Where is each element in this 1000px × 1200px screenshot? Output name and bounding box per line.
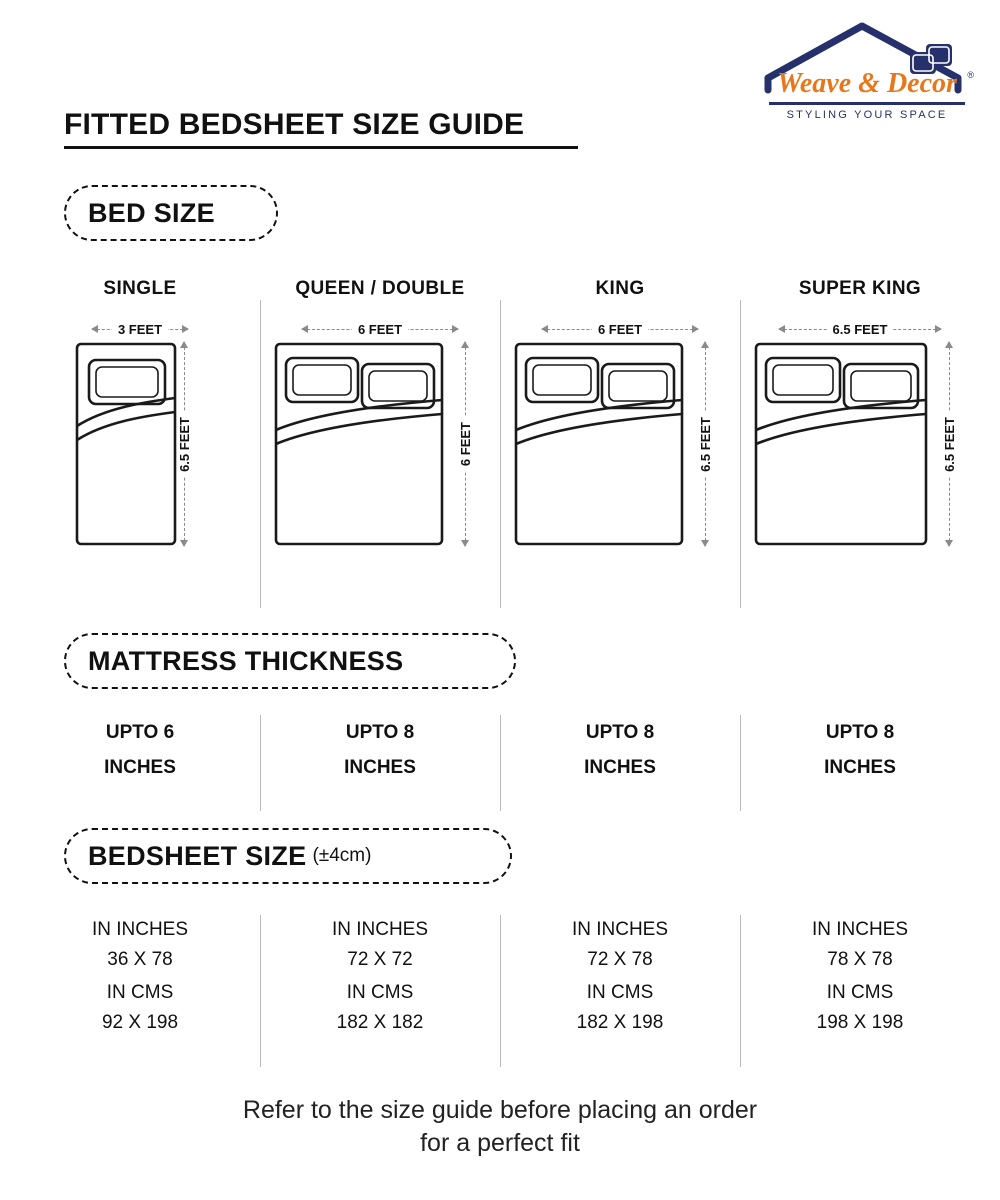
width-dimension-king [542, 316, 698, 342]
bed-illustration-wrap-king [514, 316, 726, 546]
width-dimension-super-king [779, 316, 941, 342]
thickness-line-2: INCHES [824, 757, 896, 779]
inches-value: 72 X 78 [587, 949, 653, 971]
cms-value: 198 X 198 [816, 1012, 904, 1034]
thickness-column-single [20, 715, 260, 811]
inches-value: 72 X 72 [347, 949, 413, 971]
thickness-line-2: INCHES [104, 757, 176, 779]
inches-value: 78 X 78 [827, 949, 893, 971]
length-dimension-king [694, 342, 716, 546]
thickness-line-1: UPTO 8 [585, 722, 655, 743]
footer-line-2: for a perfect fit [420, 1129, 580, 1157]
cms-value: 182 X 182 [336, 1012, 424, 1034]
length-value: 6.5 FEET [698, 412, 713, 477]
thickness-line-1: UPTO 8 [825, 722, 895, 743]
inches-label: IN INCHES [571, 919, 669, 940]
thickness-column-super-king [740, 715, 980, 811]
bed-illustration-wrap-super-king [754, 316, 966, 546]
footer-note [0, 1094, 1000, 1160]
mattress-thickness-row [20, 715, 980, 811]
length-value: 6 FEET [458, 417, 473, 471]
cms-label: IN CMS [826, 981, 894, 1003]
bed-label: KING [595, 278, 645, 299]
bed-column-queen-double [260, 278, 500, 608]
section-header-mattress-thickness [64, 633, 516, 689]
bed-column-super-king [740, 278, 980, 608]
width-dimension-queen [302, 316, 458, 342]
size-column-single [20, 915, 260, 1075]
section-title-bed-size: BED SIZE [88, 197, 215, 228]
thickness-column-king [500, 715, 740, 811]
thickness-line-2: INCHES [584, 757, 656, 779]
thickness-line-1: UPTO 8 [345, 722, 415, 743]
section-header-bedsheet-size [64, 828, 512, 884]
bed-icon-king [514, 342, 686, 546]
length-dimension-super-king [938, 342, 960, 546]
bed-icon-queen [274, 342, 446, 546]
width-value: 6 FEET [592, 322, 648, 337]
width-value: 3 FEET [112, 322, 168, 337]
page-title: FITTED BEDSHEET SIZE GUIDE [64, 108, 525, 141]
cms-label: IN CMS [106, 981, 174, 1003]
length-dimension-single [173, 342, 195, 546]
length-dimension-queen [454, 342, 476, 546]
brand-tagline: STYLING YOUR SPACE [786, 109, 948, 121]
bed-icon-single [75, 342, 179, 546]
section-title-bedsheet-size: BEDSHEET SIZE [88, 840, 307, 871]
thickness-line-1: UPTO 6 [105, 722, 175, 743]
inches-label: IN INCHES [91, 919, 189, 940]
inches-label: IN INCHES [811, 919, 909, 940]
bed-illustration-wrap-single [75, 316, 205, 546]
size-column-super-king [740, 915, 980, 1075]
section-title-mattress-thickness: MATTRESS THICKNESS [88, 645, 404, 676]
bed-illustration-wrap-queen [274, 316, 486, 546]
section-header-bed-size [64, 185, 278, 241]
cms-value: 182 X 198 [576, 1012, 664, 1034]
size-column-king [500, 915, 740, 1075]
cms-label: IN CMS [586, 981, 654, 1003]
inches-label: IN INCHES [331, 919, 429, 940]
width-value: 6.5 FEET [827, 322, 894, 337]
bed-label: QUEEN / DOUBLE [295, 278, 465, 299]
bedsheet-size-row [20, 915, 980, 1075]
width-value: 6 FEET [352, 322, 408, 337]
thickness-line-2: INCHES [344, 757, 416, 779]
title-underline [64, 146, 578, 149]
bed-size-row [20, 278, 980, 608]
length-value: 6.5 FEET [177, 412, 192, 477]
bed-label: SUPER KING [798, 278, 922, 299]
cms-value: 92 X 198 [101, 1012, 179, 1034]
inches-value: 36 X 78 [107, 949, 173, 971]
cms-label: IN CMS [346, 981, 414, 1003]
bed-column-single [20, 278, 260, 608]
brand-name: Weave & Decor [777, 68, 957, 99]
bed-label: SINGLE [103, 278, 177, 299]
section-tolerance-note: (±4cm) [312, 845, 372, 866]
size-column-queen-double [260, 915, 500, 1075]
footer-line-1: Refer to the size guide before placing an order [242, 1096, 758, 1124]
width-dimension-single [92, 316, 188, 342]
bed-column-king [500, 278, 740, 608]
brand-logo [762, 18, 972, 123]
length-value: 6.5 FEET [942, 412, 957, 477]
registered-mark-icon: ® [967, 70, 974, 80]
bed-icon-super-king [754, 342, 930, 546]
thickness-column-queen-double [260, 715, 500, 811]
